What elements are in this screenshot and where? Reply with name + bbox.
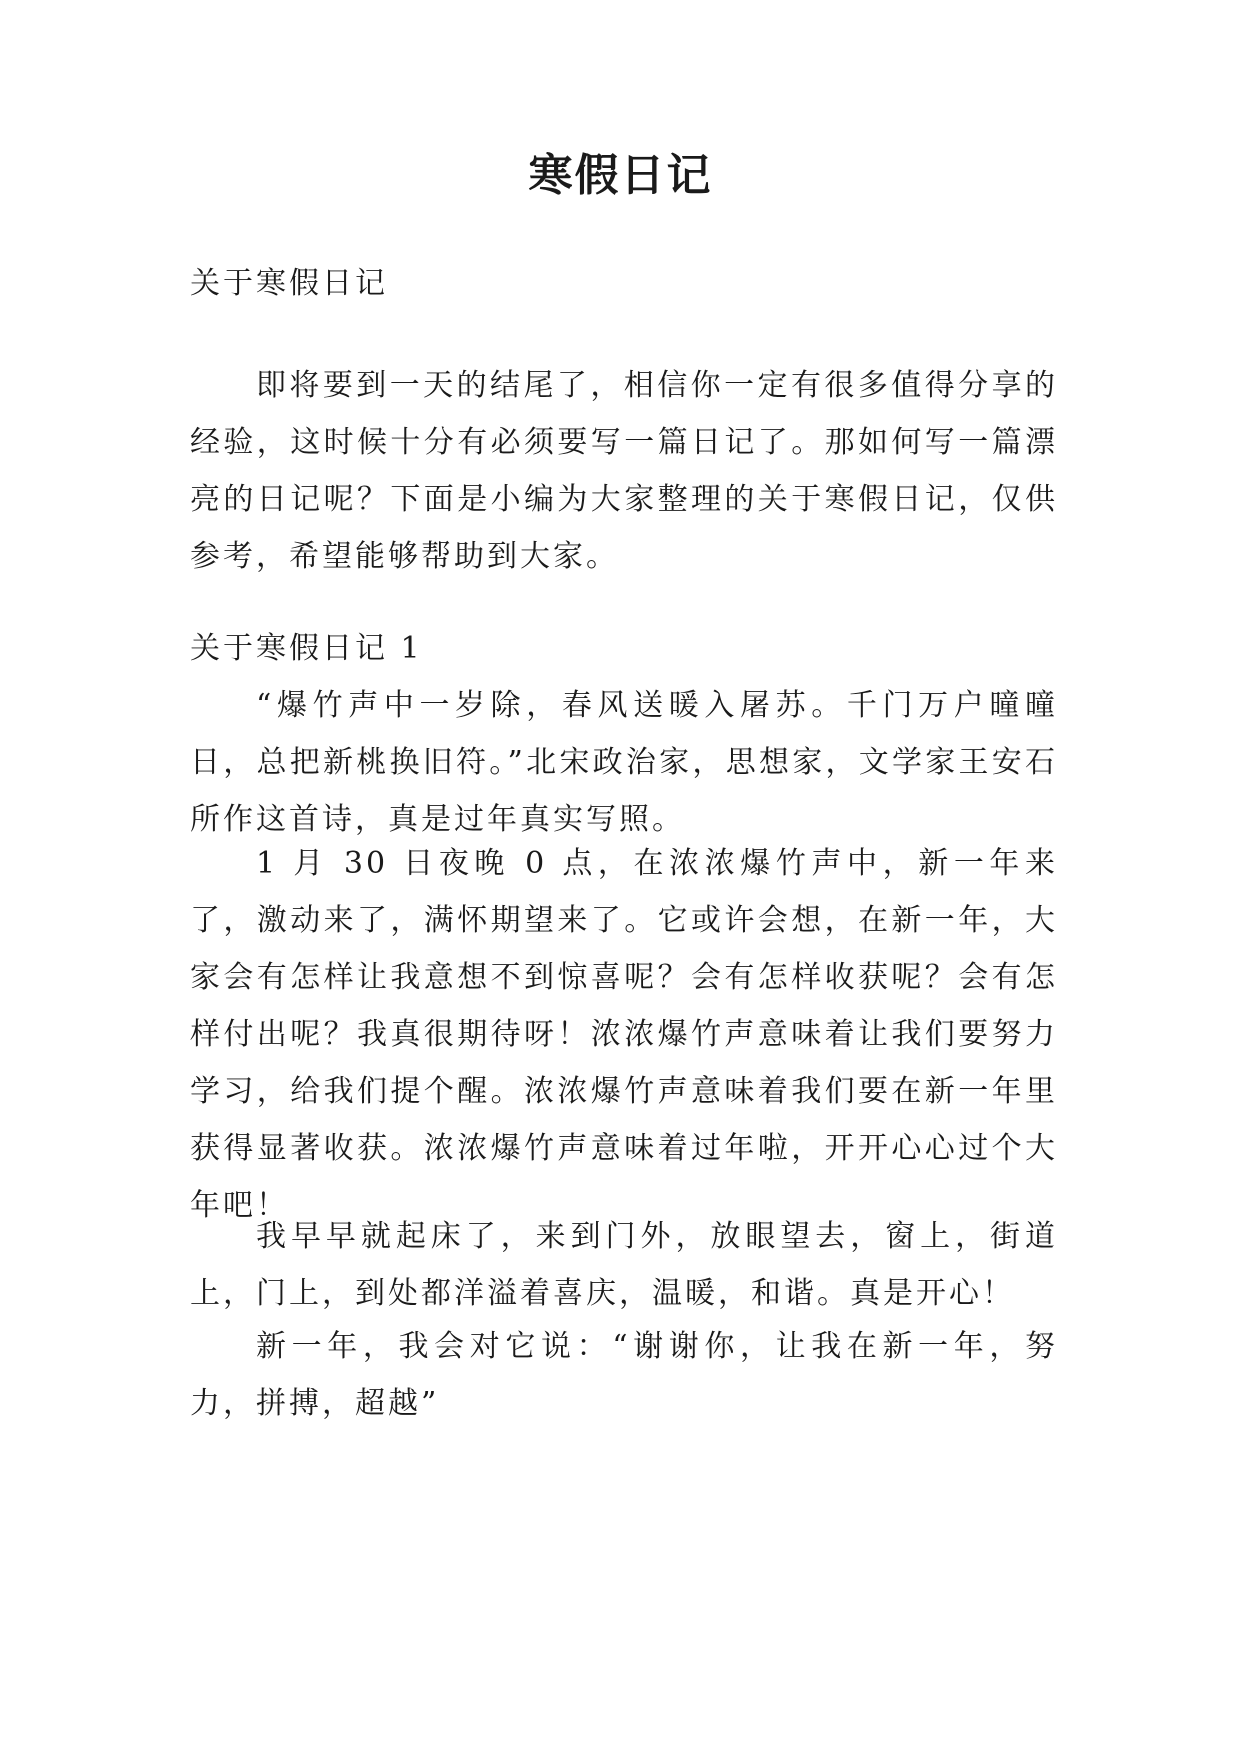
intro-heading: 关于寒假日记	[190, 266, 388, 301]
document-title: 寒假日记	[528, 150, 713, 201]
section-1-paragraph-4: 新一年，我会对它说：“谢谢你，让我在新一年，努力，拼搏，超越”	[190, 1329, 1058, 1421]
section-1-paragraph-2: 1 月 30 日夜晚 0 点，在浓浓爆竹声中，新一年来了，激动来了，满怀期望来了。它或许会想，在新一年，大家会有怎样让我意想不到惊喜呢？会有怎样收获呢？会有怎样付出呢？我真很期待呀！浓浓爆竹声意味着让我们要努力学习，给我们提个醒。浓浓爆竹声意味着我们要在新一年里获得显著收获。浓浓爆竹声意味着过年啦，开开心心过个大年吧！	[190, 846, 1058, 1223]
section-1-paragraph-3: 我早早就起床了，来到门外，放眼望去，窗上，街道上，门上，到处都洋溢着喜庆，温暖，和谐。真是开心！	[190, 1219, 1058, 1311]
intro-paragraph: 即将要到一天的结尾了，相信你一定有很多值得分享的经验，这时候十分有必须要写一篇日记了。那如何写一篇漂亮的日记呢？下面是小编为大家整理的关于寒假日记，仅供参考，希望能够帮助到大家。	[190, 368, 1058, 574]
section-1-paragraph-1: “爆竹声中一岁除，春风送暖入屠苏。千门万户曈曈日，总把新桃换旧符。”北宋政治家，思想家，文学家王安石所作这首诗，真是过年真实写照。	[190, 688, 1058, 837]
section-1-heading: 关于寒假日记 1	[190, 631, 423, 666]
